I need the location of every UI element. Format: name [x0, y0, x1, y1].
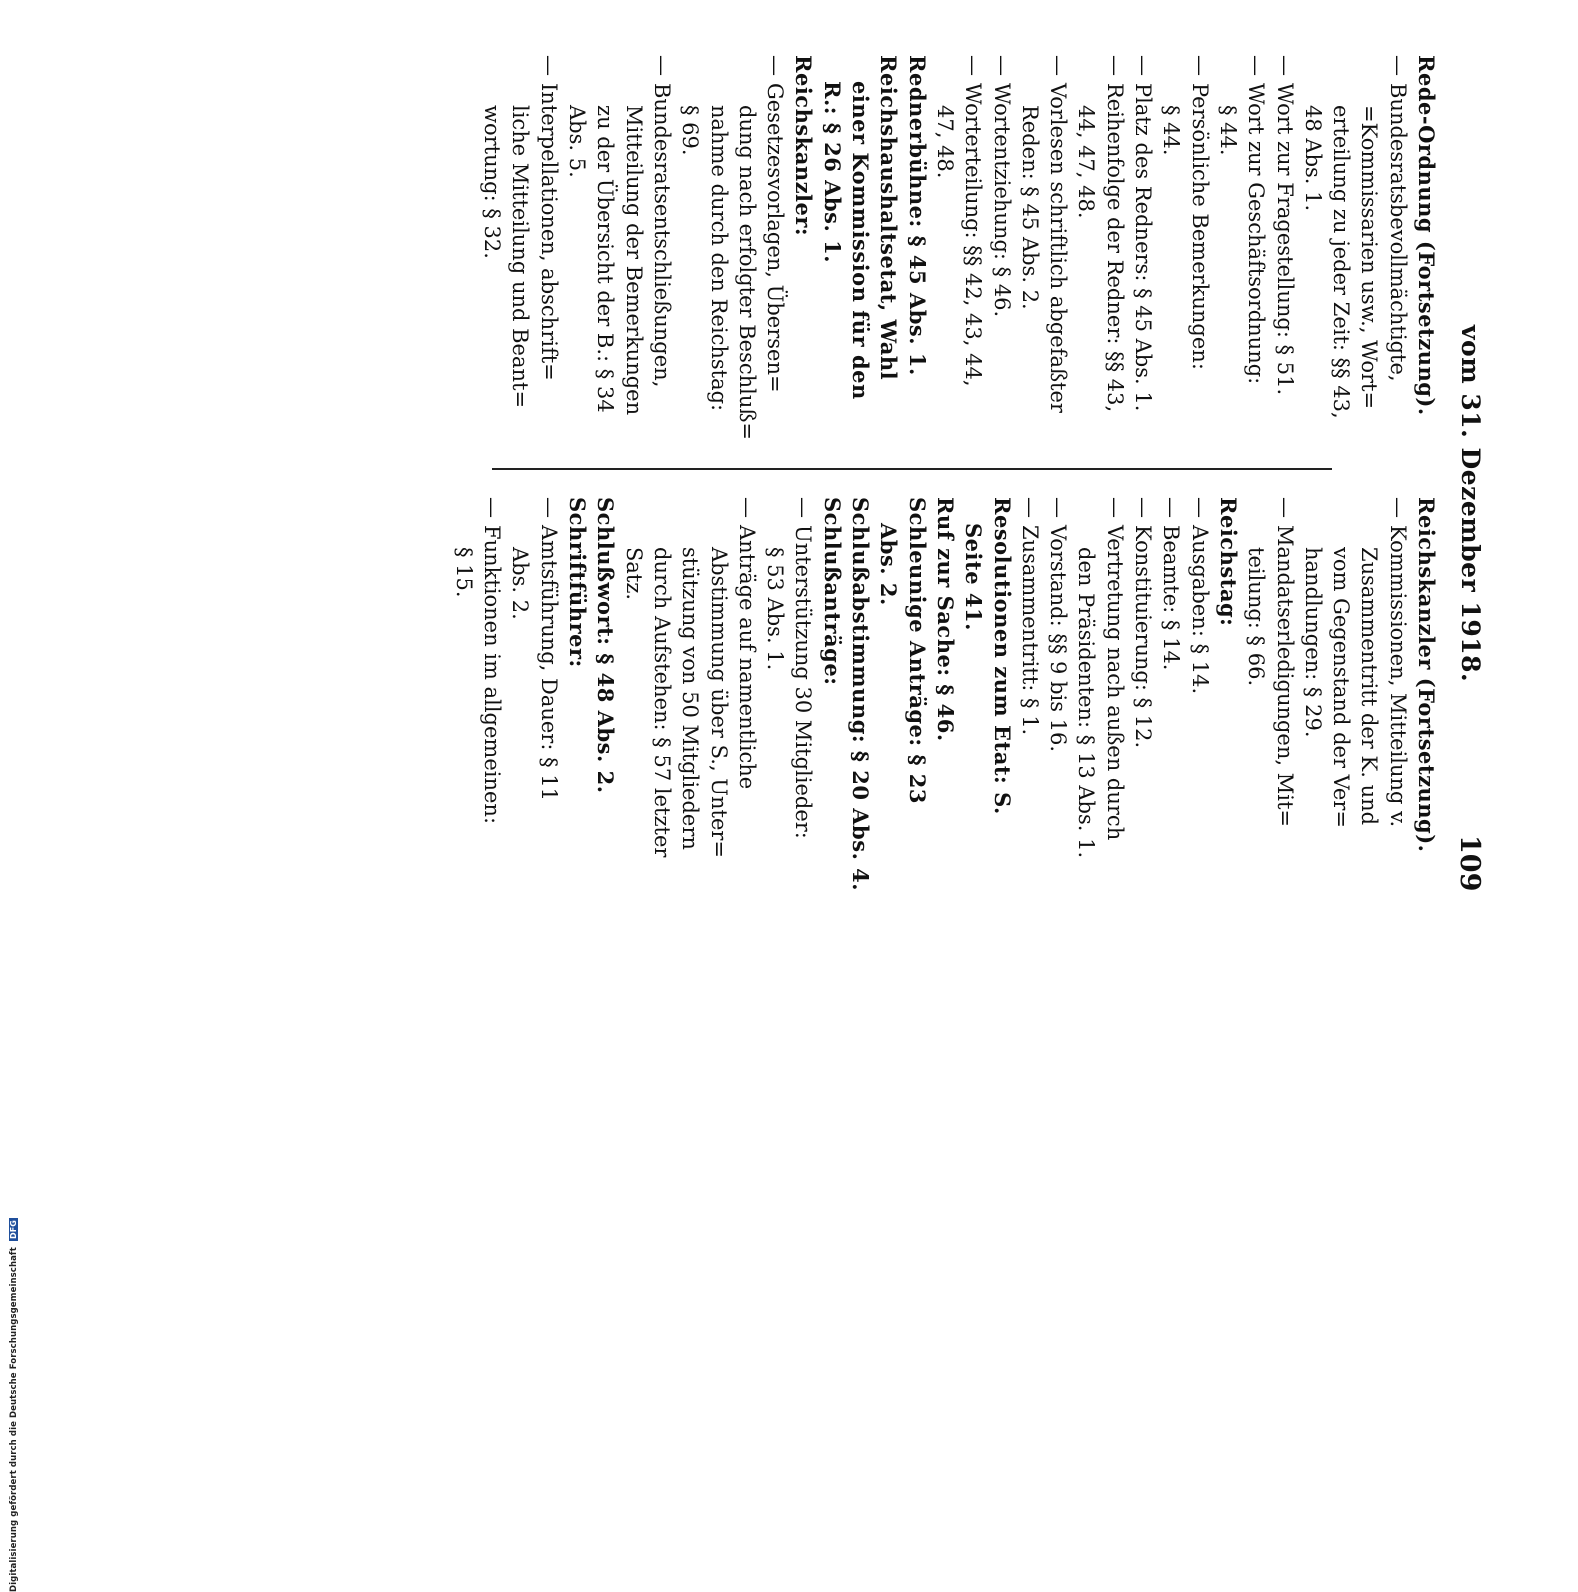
- index-entry: [1016, 497, 1044, 927]
- entry-dash: —: [1272, 497, 1297, 518]
- index-entry: [931, 55, 988, 485]
- entry-line: nahme durch den Reichstag:: [706, 105, 731, 412]
- entry-dash: —: [536, 55, 561, 76]
- index-entry: [506, 497, 563, 927]
- entry-line: Amtsführung, Dauer: § 11: [536, 525, 561, 801]
- entry-dash: —: [989, 55, 1014, 76]
- entry-dash: —: [1385, 497, 1410, 518]
- entry-line: Abs. 5.: [565, 105, 590, 178]
- entry-dash: —: [1046, 55, 1071, 76]
- heading-line: [874, 55, 902, 485]
- index-entry: [563, 55, 676, 485]
- entry-line: zu der Übersicht der B.: § 34: [593, 105, 618, 413]
- entry-line: 44, 47, 48.: [1074, 105, 1099, 219]
- entry-line: teilung: § 66.: [1244, 547, 1269, 687]
- entry-dash: —: [763, 55, 788, 76]
- entry-line: Satz.: [621, 547, 646, 601]
- heading-term: Schlußwort:: [593, 497, 619, 646]
- funding-note: [9, 1218, 19, 1592]
- entry-line: Ausgaben: § 14.: [1187, 525, 1212, 695]
- index-entry: [761, 497, 818, 927]
- entry-dash: —: [536, 497, 561, 518]
- entry-line: wortung: § 32.: [480, 105, 505, 259]
- entry-line: 48 Abs. 1.: [1300, 105, 1325, 212]
- entry-line: Mandatserledigungen, Mit=: [1272, 525, 1297, 827]
- index-heading: [931, 497, 959, 927]
- heading-reference: S.: [989, 784, 1015, 815]
- index-entry: [478, 55, 563, 485]
- index-heading: [902, 55, 930, 485]
- heading-term: Rednerbühne:: [904, 55, 930, 228]
- index-heading: [1214, 497, 1242, 927]
- funding-note-text: Digitalisierung gefördert durch die Deutsche Forschungsgemeinschaft: [9, 1247, 19, 1592]
- entry-line: Mitteilung der Bemerkungen: [621, 105, 646, 416]
- digitization-sideline: [0, 606, 19, 1592]
- index-column-right: [450, 497, 1440, 927]
- index-column-left: [478, 55, 1440, 485]
- heading-line: [902, 497, 930, 927]
- entry-line: erteilung zu jeder Zeit: §§ 43,: [1329, 105, 1354, 419]
- entry-dash: —: [480, 497, 505, 518]
- entry-line: Funktionen im allgemeinen:: [480, 525, 505, 825]
- entry-line: Abstimmung über S., Unter=: [706, 547, 731, 859]
- entry-line: R.: § 26 Abs. 1.: [819, 81, 845, 263]
- index-entry: [1270, 55, 1298, 485]
- entry-line: durch Aufstehen: § 57 letzter: [649, 547, 674, 858]
- entry-line: stützung von 50 Mitgliedern: [678, 547, 703, 850]
- entry-line: Interpellationen, abschrift=: [536, 83, 561, 381]
- entry-line: dung nach erfolgter Beschluß=: [734, 105, 759, 441]
- entry-line: =Kommissarien usw., Wort=: [1357, 105, 1382, 410]
- index-heading: [817, 497, 845, 927]
- heading-term: Reichstag:: [1215, 497, 1241, 627]
- entry-line: 47, 48.: [932, 105, 957, 179]
- index-heading: [1412, 55, 1440, 485]
- entry-line: Bundesratsbevollmächtigte,: [1385, 83, 1410, 382]
- index-entry: [1129, 55, 1157, 485]
- entry-line: Konstituierung: § 12.: [1131, 525, 1156, 749]
- heading-term: Reichshaushaltsetat,: [876, 55, 902, 312]
- entry-line: § 53 Abs. 1.: [763, 547, 788, 671]
- heading-reference: § 23: [904, 746, 930, 804]
- entry-line: Unterstützung 30 Mitglieder:: [791, 525, 816, 839]
- entry-dash: —: [1159, 497, 1184, 518]
- entry-dash: —: [1131, 55, 1156, 76]
- entry-line: Gesetzesvorlagen, Übersen=: [763, 83, 788, 393]
- index-entry: [450, 497, 507, 927]
- entry-dash: —: [1385, 55, 1410, 76]
- index-entry: [1157, 55, 1214, 485]
- heading-term: Rede-Ordnung: [1414, 55, 1439, 234]
- entry-line: Worterteilung: §§ 42, 43, 44,: [961, 83, 986, 387]
- index-entry: [1044, 497, 1072, 927]
- heading-term: Ruf zur Sache:: [932, 497, 958, 677]
- heading-term: Resolutionen zum Etat:: [989, 497, 1015, 785]
- entry-line: vom Gegenstand der Ver=: [1329, 547, 1354, 828]
- entry-line: einer Kommission für den: [848, 81, 874, 400]
- page-number: 109: [1454, 835, 1485, 892]
- index-entry: [1214, 55, 1271, 485]
- index-heading: [1412, 497, 1440, 927]
- entry-dash: —: [1272, 55, 1297, 76]
- heading-reference: (Fortsetzung).: [1414, 233, 1439, 416]
- heading-term: Schleunige Anträge:: [904, 497, 930, 747]
- entry-line: Anträge auf namentliche: [734, 525, 759, 790]
- entry-dash: —: [1046, 497, 1071, 518]
- index-entry: [1242, 497, 1299, 927]
- entry-line: Vorstand: §§ 9 bis 16.: [1046, 525, 1071, 753]
- entry-line: handlungen: § 29.: [1300, 547, 1325, 738]
- index-heading: [846, 497, 874, 927]
- heading-term: Schriftführer:: [565, 497, 591, 668]
- heading-term: Reichskanzler: [1414, 497, 1439, 670]
- entry-line: Vertretung nach außen durch: [1102, 525, 1127, 841]
- entry-line: Kommissionen, Mitteilung v.: [1385, 525, 1410, 828]
- index-heading: [591, 497, 619, 927]
- heading-reference: § 48 Abs. 2.: [593, 645, 619, 794]
- entry-dash: —: [791, 497, 816, 518]
- entry-line: Zusammentritt: § 1.: [1017, 525, 1042, 736]
- header-date: vom 31. Dezember 1918.: [1456, 325, 1485, 683]
- heading-reference: § 46.: [932, 676, 958, 742]
- entry-line: Vorlesen schriftlich abgefaßter: [1046, 83, 1071, 413]
- index-entry: [676, 55, 789, 485]
- entry-line: Zusammentritt der K. und: [1357, 547, 1382, 826]
- entry-line: Platz des Redners: § 45 Abs. 1.: [1131, 83, 1156, 412]
- rotated-page: [180, 0, 1500, 1000]
- entry-line: Reihenfolge der Redner: §§ 43,: [1102, 83, 1127, 413]
- index-heading: [563, 497, 591, 927]
- entry-line: Reden: § 45 Abs. 2.: [1017, 105, 1042, 310]
- entry-dash: —: [1017, 497, 1042, 518]
- column-divider: [492, 468, 1332, 470]
- heading-reference: § 45 Abs. 1.: [904, 227, 930, 376]
- entry-line: den Präsidenten: § 13 Abs. 1.: [1074, 547, 1099, 859]
- entry-line: Wortentziehung: § 46.: [989, 83, 1014, 318]
- index-entry: [1299, 497, 1412, 927]
- entry-line: Abs. 2.: [876, 523, 902, 606]
- index-heading-entry: [959, 497, 1016, 927]
- entry-line: § 69.: [678, 105, 703, 156]
- entry-dash: —: [734, 497, 759, 518]
- entry-line: Persönliche Bemerkungen:: [1187, 83, 1212, 370]
- entry-line: § 44.: [1215, 105, 1240, 156]
- entry-line: Wort zur Fragestellung: § 51.: [1272, 83, 1297, 396]
- entry-line: liche Mitteilung und Beant=: [508, 105, 533, 409]
- index-entry: [1072, 55, 1129, 485]
- entry-line: Bundesratsentschließungen,: [649, 83, 674, 388]
- heading-reference: § 20 Abs. 4.: [848, 743, 874, 892]
- index-entry: [619, 497, 760, 927]
- index-heading-entry: [817, 55, 902, 485]
- entry-line: § 44.: [1159, 105, 1184, 156]
- page-header: [1445, 0, 1485, 1000]
- heading-reference: (Fortsetzung).: [1414, 669, 1439, 853]
- entry-line: Seite 41.: [961, 523, 987, 631]
- entry-line: § 15.: [451, 547, 476, 598]
- entry-dash: —: [1244, 55, 1269, 76]
- heading-reference: Wahl: [876, 311, 902, 381]
- index-entry: [1129, 497, 1157, 927]
- index-entry: [1072, 497, 1129, 927]
- entry-dash: —: [1187, 497, 1212, 518]
- entry-dash: —: [961, 55, 986, 76]
- entry-line: Wort zur Geschäftsordnung:: [1244, 83, 1269, 385]
- entry-dash: —: [1102, 497, 1127, 518]
- heading-term: Schlußabstimmung:: [848, 497, 874, 744]
- entry-dash: —: [1102, 55, 1127, 76]
- entry-dash: —: [1131, 497, 1156, 518]
- heading-line: [987, 497, 1015, 927]
- index-entry: [987, 55, 1015, 485]
- heading-term: Reichskanzler:: [791, 55, 817, 237]
- entry-dash: —: [1187, 55, 1212, 76]
- dfg-logo: DFG: [9, 1220, 18, 1240]
- index-heading-entry: [874, 497, 931, 927]
- index-entry: [1157, 497, 1185, 927]
- index-entry: [1299, 55, 1412, 485]
- entry-line: Abs. 2.: [508, 547, 533, 620]
- index-entry: [1185, 497, 1213, 927]
- heading-term: Schlußanträge:: [819, 497, 845, 686]
- index-entry: [1016, 55, 1073, 485]
- entry-line: Beamte: § 14.: [1159, 525, 1184, 671]
- entry-dash: —: [649, 55, 674, 76]
- index-heading: [789, 55, 817, 485]
